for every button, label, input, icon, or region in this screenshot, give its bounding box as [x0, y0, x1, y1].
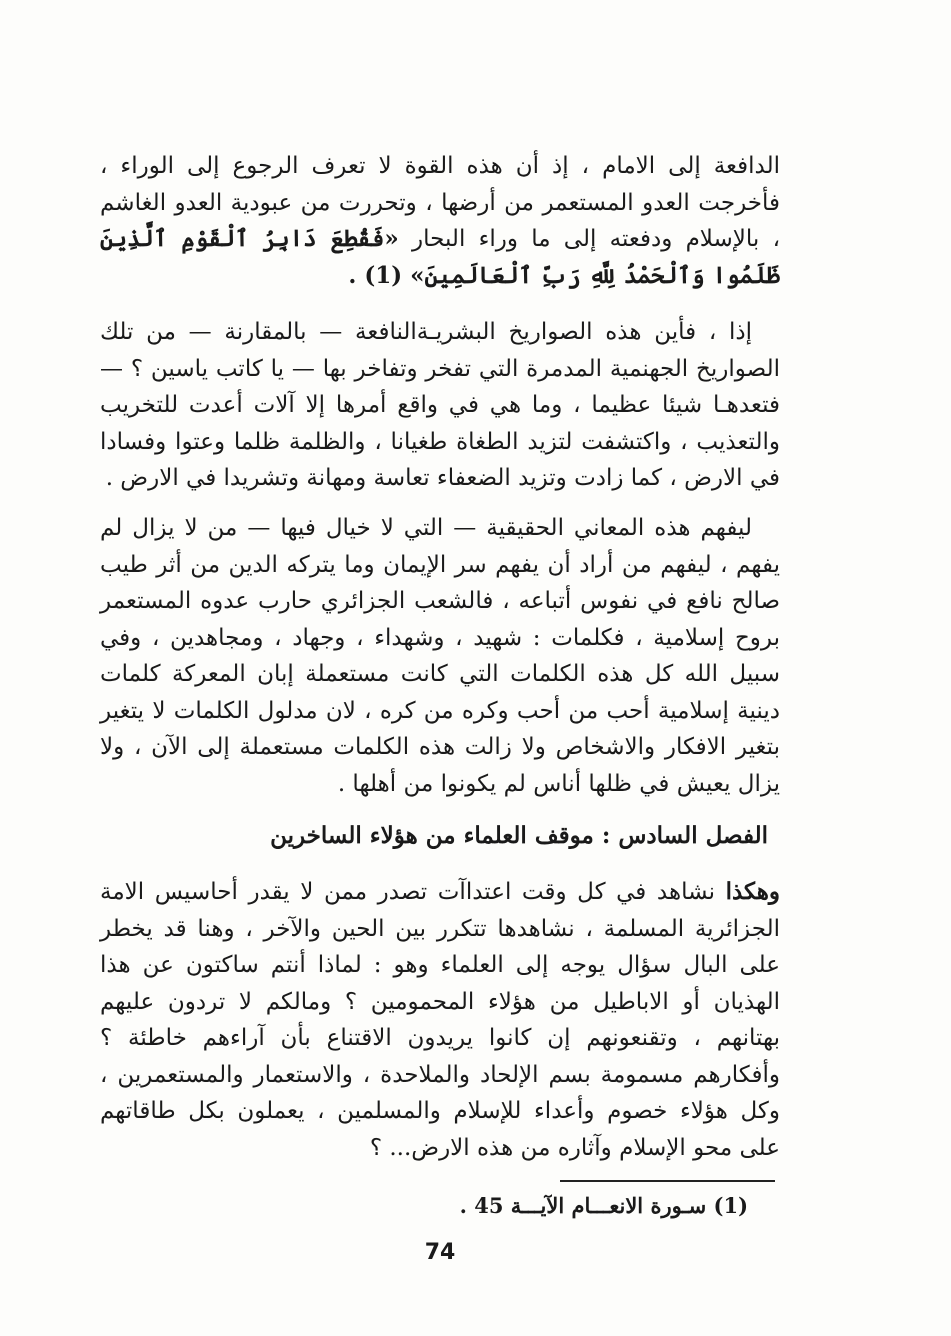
page-number: 74	[424, 1240, 456, 1265]
paragraph-4-lead: وهكذا	[725, 878, 780, 905]
paragraph-3-text: ليفهم هذه المعاني الحقيقية — التي لا خيال فيها — من لا يزال لم يفهم ، ليفهم من أراد أن يفهم سر الإيمان وما يتركه الدين من أثر طيب صالح نافع في نفوس أتباعه ، فالشعب الجزائري حارب عدوه المستعمر بروح إسلامية ، فكلمات : شهيد ، وشهداء ، وجهاد ، ومجاهدين ، وفي سبيل الله كل هذه الكلمات التي كانت مستعملة إبان المعركة كلمات دينية إسلامية أحب من أحب وكره من كره ، لان مدلول الكلمات لا يتغير بتغير الافكار والاشخاص ولا زالت هذه الكلمات مستعملة إلى الآن ، ولا يزال يعيش في ظلها أناس لم يكونوا من أهلها .	[100, 515, 780, 797]
paragraph-2	[100, 314, 780, 497]
chapter-heading: الفصل السادس : موقف العلماء من هؤلاء الساخرين	[270, 822, 768, 849]
paragraph-1-text: الدافعة إلى الامام ، إذ أن هذه القوة لا تعرف الرجوع إلى الوراء ، فأخرجت العدو المستعمر من أرضها ، وتحررت من عبودية العدو الغاشم ، بالإسلام ودفعته إلى ما وراء البحار	[100, 153, 780, 252]
paragraph-3	[100, 510, 780, 802]
paragraph-4-text: نشاهد في كل وقت اعتداآت تصدر ممن لا يقدر أحاسيس الامة الجزائرية المسلمة ، نشاهدها تتكرر بين الحين والآخر ، وهنا قد يخطر على البال سؤال يوجه إلى العلماء وهو : لماذا أنتم ساكتون عن هذا الهذيان أو الاباطيل من هؤلاء المحمومين ؟ ومالكم لا تردون عليهم بهتانهم ، وتقنعونهم إن كانوا يريدون الاقتناع بأن آراءهم خاطئة ؟ وأفكارهم مسمومة بسم الإلحاد والملاحدة ، والاستعمار والمستعمرين ، وكل هؤلاء خصوم وأعداء للإسلام والمسلمين ، يعملون بكل طاقاتهم على محو الإسلام وآثاره من هذه الارض... ؟	[100, 879, 780, 1161]
paragraph-1	[100, 148, 780, 294]
quran-verse: «فَقُطِعَ دَابِرُ ٱلْقَوْمِ ٱلَّذِينَ ظَلَمُوا وَٱلْحَمْدُ لِلَّهِ رَبِّ ٱلْعَالَمِينَ» (1) .	[100, 225, 780, 289]
paragraph-2-text: إذا ، فأين هذه الصواريخ البشريـةالنافعة — بالمقارنة — من تلك الصواريخ الجهنمية المدمرة التي تفخر وتفاخر بها — يا كاتب ياسين ؟ — فتعدهـا شيئا عظيما ، وما هي في واقع أمرها إلا آلات أعدت للتخريب والتعذيب ، واكتشفت لتزيد الطغاة طغيانا ، والظلمة ظلما وعتوا وفسادا في الارض ، كما زادت وتزيد الضعفاء تعاسة ومهانة وتشريدا في الارض .	[100, 319, 780, 491]
footnote-divider	[560, 1180, 775, 1182]
footnote: (1) سـورة الانعـــام الآيـــة 45 .	[459, 1193, 748, 1218]
paragraph-4	[100, 874, 780, 1166]
